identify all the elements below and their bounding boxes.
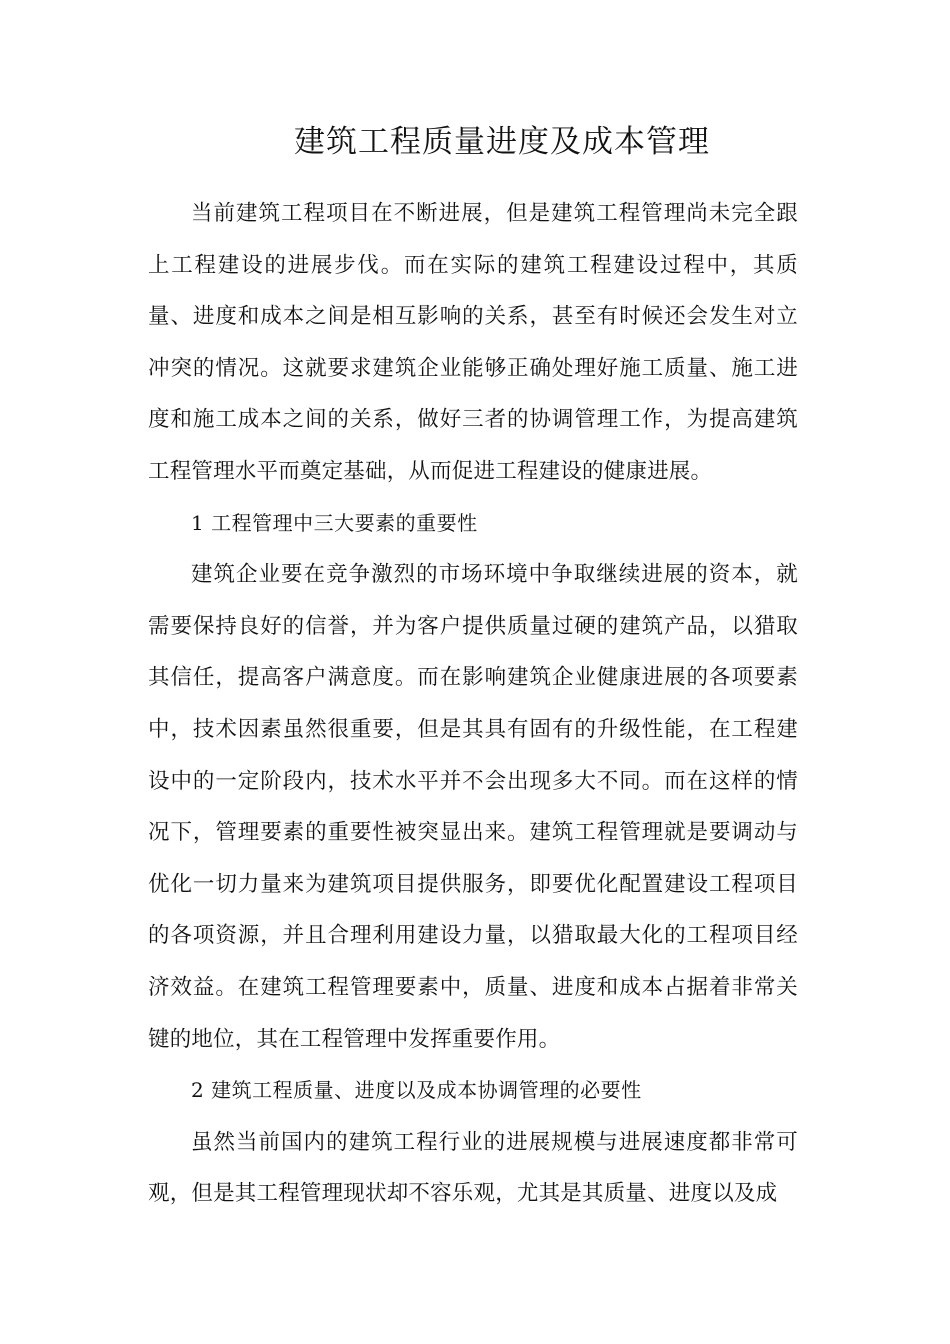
section-heading-1: 1 工程管理中三大要素的重要性 [191,510,478,535]
intro-paragraph: 当前建筑工程项目在不断进展，但是建筑工程管理尚未完全跟上工程建设的进展步伐。而在实际的建筑工程建设过程中，其质量、进度和成本之间是相互影响的关系，甚至有时候还会发生对立冲突的情况。这就要求建筑企业能够正确处理好施工质量、施工进度和施工成本之间的关系，做好三者的协调管理工作，为提高建筑工程管理水平而奠定基础，从而促进工程建设的健康进展。 [148,201,798,484]
section-heading-2: 2 建筑工程质量、进度以及成本协调管理的必要性 [191,1078,642,1103]
section-2-paragraph: 虽然当前国内的建筑工程行业的进展规模与进展速度都非常可观，但是其工程管理现状却不容乐观，尤其是其质量、进度以及成 [148,1129,798,1207]
document-title: 建筑工程质量进度及成本管理 [294,124,710,160]
document-body [148,188,798,1220]
section-1-paragraph: 建筑企业要在竞争激烈的市场环境中争取继续进展的资本，就需要保持良好的信誉，并为客户提供质量过硬的建筑产品，以猎取其信任，提高客户满意度。而在影响建筑企业健康进展的各项要素中，技术因素虽然很重要，但是其具有固有的升级性能，在工程建设中的一定阶段内，技术水平并不会出现多大不同。而在这样的情况下，管理要素的重要性被突显出来。建筑工程管理就是要调动与优化一切力量来为建筑项目提供服务，即要优化配置建设工程项目的各项资源，并且合理利用建设力量，以猎取最大化的工程项目经济效益。在建筑工程管理要素中，质量、进度和成本占据着非常关键的地位，其在工程管理中发挥重要作用。 [148,562,798,1052]
